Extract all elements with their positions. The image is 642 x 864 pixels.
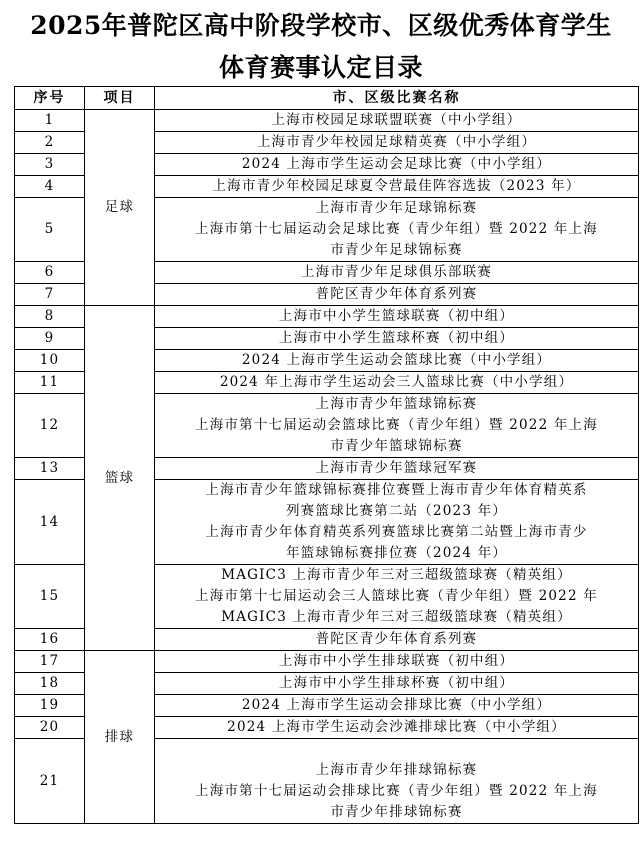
row-number: 10 [15, 350, 85, 372]
event-name-line: 上海市青少年篮球锦标赛 [315, 396, 478, 412]
event-name-line: 2024 上海市学生运动会排球比赛（中小学组） [241, 697, 552, 713]
event-name-cell [155, 176, 639, 198]
header-project: 项目 [85, 87, 155, 110]
event-name-line: 列赛篮球比赛第二站（2023 年） [285, 503, 508, 519]
table-body [15, 110, 639, 824]
event-name-line: 上海市中小学生排球杯赛（初中组） [278, 675, 515, 691]
event-name-cell [155, 306, 639, 328]
table-row [15, 306, 639, 328]
event-name-cell [155, 651, 639, 673]
event-name-cell [155, 154, 639, 176]
event-name-line: 年篮球锦标赛排位赛（2024 年） [285, 545, 508, 561]
event-name-line: 2024 年上海市学生运动会三人篮球比赛（中小学组） [219, 374, 574, 390]
row-number: 20 [15, 717, 85, 739]
event-name-line: 2024 上海市学生运动会沙滩排球比赛（中小学组） [227, 719, 566, 735]
table-row [15, 110, 639, 132]
event-name-cell [155, 673, 639, 695]
project-cell: 排球 [85, 651, 155, 824]
event-name-line: 市青少年篮球锦标赛 [330, 438, 463, 454]
event-name-line: 上海市第十七届运动会篮球比赛（青少年组）暨 2022 年上海 [195, 417, 598, 433]
event-name-line [157, 739, 636, 760]
row-number: 12 [15, 394, 85, 458]
row-number: 21 [15, 739, 85, 824]
row-number: 2 [15, 132, 85, 154]
event-name-cell [155, 695, 639, 717]
event-name-cell [155, 717, 639, 739]
event-name-line: 上海市第十七届运动会三人篮球比赛（青少年组）暨 2022 年 [195, 588, 598, 604]
event-name-line: MAGIC3 上海市青少年三对三超级篮球赛（精英组） [221, 609, 572, 625]
event-name-line: 上海市中小学生篮球联赛（初中组） [278, 308, 515, 324]
event-name-line: 上海市第十七届运动会排球比赛（青少年组）暨 2022 年上海 [195, 783, 598, 799]
event-name-cell [155, 480, 639, 565]
document-title-line-1: 2025年普陀区高中阶段学校市、区级优秀体育学生 [30, 11, 612, 40]
event-name-cell [155, 350, 639, 372]
event-name-line: 上海市青少年篮球锦标赛排位赛暨上海市青少年体育精英系 [205, 482, 588, 498]
event-name-line: 上海市青少年校园足球精英赛（中小学组） [256, 134, 537, 150]
document-title-line-2: 体育赛事认定目录 [218, 53, 423, 82]
event-name-cell [155, 110, 639, 132]
project-cell: 足球 [85, 110, 155, 306]
header-number: 序号 [15, 87, 85, 110]
row-number: 16 [15, 629, 85, 651]
event-name-cell [155, 739, 639, 824]
event-name-cell [155, 198, 639, 262]
row-number: 11 [15, 372, 85, 394]
event-name-line: 上海市青少年体育精英系列赛篮球比赛第二站暨上海市青少 [205, 524, 588, 540]
event-name-line: 市青少年排球锦标赛 [330, 804, 463, 820]
event-name-line: 上海市青少年校园足球夏令营最佳阵容选拔（2023 年） [212, 178, 581, 194]
event-name-line: 普陀区青少年体育系列赛 [315, 286, 478, 302]
event-name-cell [155, 328, 639, 350]
event-name-cell [155, 262, 639, 284]
row-number: 5 [15, 198, 85, 262]
row-number: 1 [15, 110, 85, 132]
row-number: 7 [15, 284, 85, 306]
event-name-cell [155, 565, 639, 629]
event-name-line: 上海市青少年足球俱乐部联赛 [300, 264, 493, 280]
event-name-line: 上海市校园足球联盟联赛（中小学组） [271, 112, 522, 128]
event-name-line: 市青少年足球锦标赛 [330, 242, 463, 258]
row-number: 8 [15, 306, 85, 328]
table-header-row [15, 87, 639, 110]
event-name-cell [155, 458, 639, 480]
row-number: 9 [15, 328, 85, 350]
event-name-line: 上海市青少年足球锦标赛 [315, 200, 478, 216]
event-name-line: 上海市青少年篮球冠军赛 [315, 460, 478, 476]
event-name-line: 普陀区青少年体育系列赛 [315, 631, 478, 647]
row-number: 14 [15, 480, 85, 565]
event-name-line: 上海市中小学生篮球杯赛（初中组） [278, 330, 515, 346]
table-row [15, 651, 639, 673]
event-name-line: 上海市青少年排球锦标赛 [315, 762, 478, 778]
row-number: 19 [15, 695, 85, 717]
event-name-line: MAGIC3 上海市青少年三对三超级篮球赛（精英组） [221, 567, 572, 583]
project-cell: 篮球 [85, 306, 155, 651]
row-number: 6 [15, 262, 85, 284]
event-name-line: 上海市中小学生排球联赛（初中组） [278, 653, 515, 669]
event-table [14, 86, 639, 824]
event-name-cell [155, 284, 639, 306]
event-name-cell [155, 394, 639, 458]
event-name-cell [155, 132, 639, 154]
row-number: 15 [15, 565, 85, 629]
row-number: 13 [15, 458, 85, 480]
header-event-name: 市、区级比赛名称 [155, 87, 639, 110]
row-number: 17 [15, 651, 85, 673]
event-name-line: 上海市第十七届运动会足球比赛（青少年组）暨 2022 年上海 [195, 221, 598, 237]
row-number: 18 [15, 673, 85, 695]
row-number: 4 [15, 176, 85, 198]
row-number: 3 [15, 154, 85, 176]
event-name-line: 2024 上海市学生运动会足球比赛（中小学组） [241, 156, 552, 172]
event-name-cell [155, 629, 639, 651]
event-name-line: 2024 上海市学生运动会篮球比赛（中小学组） [241, 352, 552, 368]
event-name-cell [155, 372, 639, 394]
